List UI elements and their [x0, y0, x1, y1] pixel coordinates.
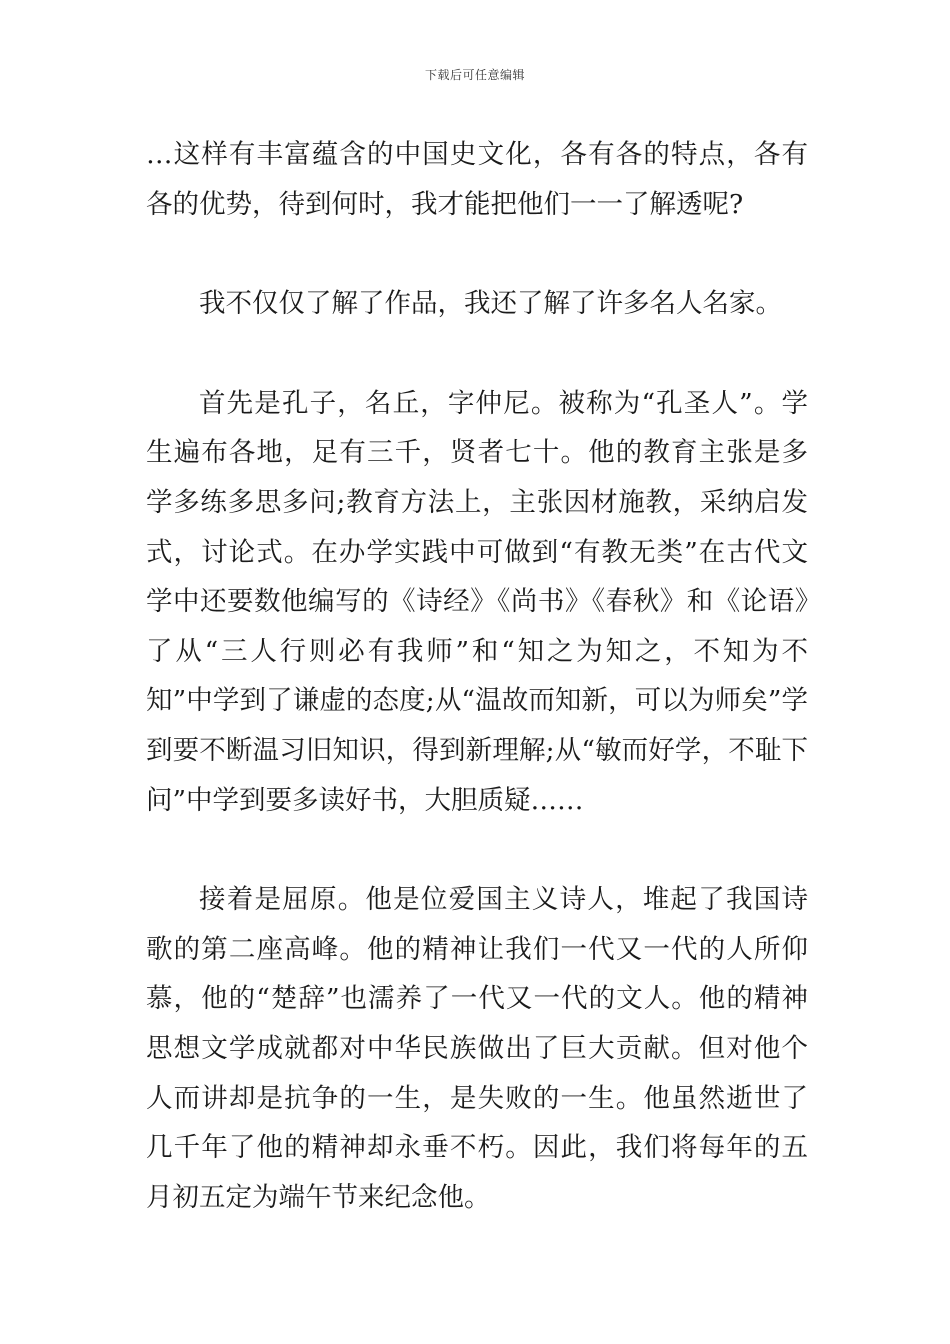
paragraph-confucius: 首先是孔子，名丘，字仲尼。被称为“孔圣人”。学生遍布各地，足有三千，贤者七十。他的教育主张是多学多练多思多问;教育方法上，主张因材施教，采纳启发式，讨论式。在办学实践中可做到“有教无类”在古代文学中还要数他编写的《诗经》《尚书》《春秋》和《论语》了从“三人行则必有我师”和“知之为知之，不知为不知”中学到了谦虚的态度;从“温故而知新，可以为师矣”学到要不断温习旧知识，得到新理解;从“敏而好学，不耻下问”中学到要多读好书，大胆质疑……	[146, 387, 808, 816]
paragraph-qu-yuan: 接着是屈原。他是位爱国主义诗人，堆起了我国诗歌的第二座高峰。他的精神让我们一代又一代的人所仰慕，他的“楚辞”也濡养了一代又一代的文人。他的精神思想文学成就都对中华民族做出了巨大贡献。但对他个人而讲却是抗争的一生，是失败的一生。他虽然逝世了几千年了他的精神却永垂不朽。因此，我们将每年的五月初五定为端午节来纪念他。	[146, 884, 808, 1213]
paragraph-famous-people: 我不仅仅了解了作品，我还了解了许多名人名家。	[199, 288, 782, 320]
paragraph-intro-continuation: …这样有丰富蕴含的中国史文化，各有各的特点，各有各的优势，待到何时，我才能把他们一一了解透呢?	[146, 139, 808, 220]
document-body	[146, 130, 808, 1222]
page-header: 下载后可任意编辑	[424, 68, 525, 82]
